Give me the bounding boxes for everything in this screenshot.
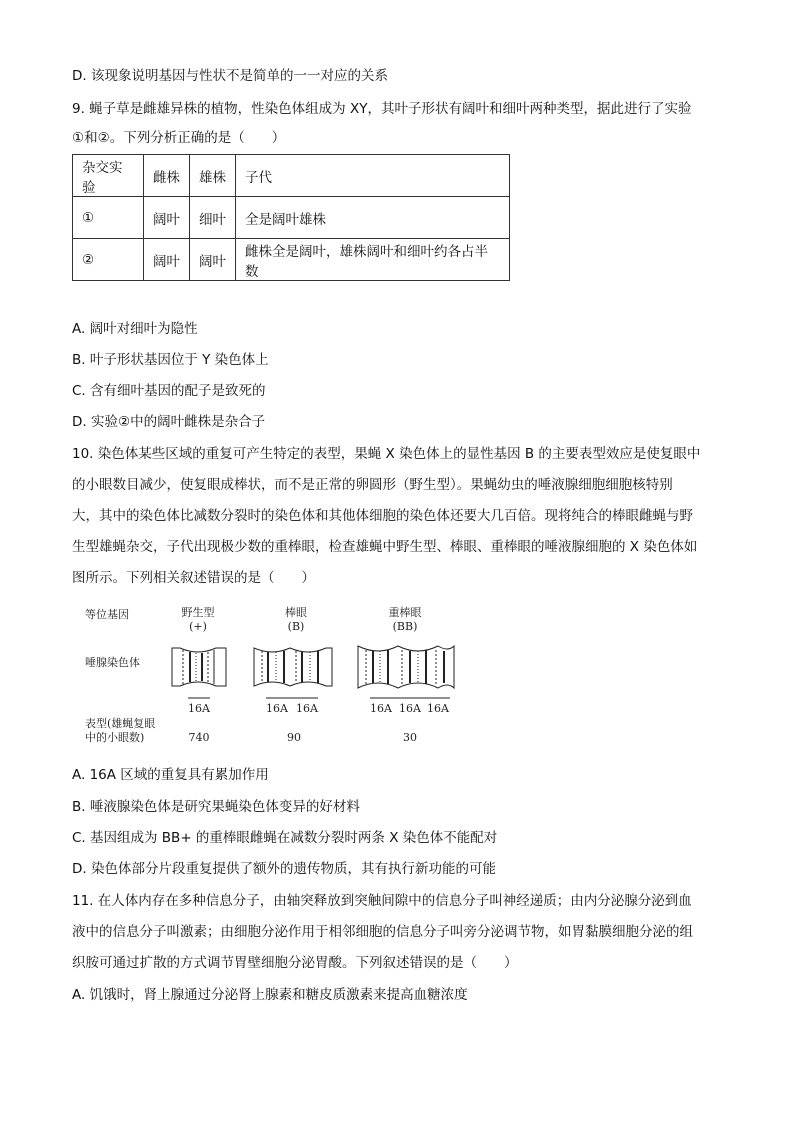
q11-stem-line-3: 织胺可通过扩散的方式调节胃壁细胞分泌胃酸。下列叙述错误的是（ ）	[72, 955, 518, 971]
table-header-cell: 子代	[236, 155, 510, 197]
table-cell: 阔叶	[144, 197, 190, 239]
wildtype-symbol: (+)	[189, 620, 207, 633]
q8-option-d: D. 该现象说明基因与性状不是简单的一一对应的关系	[72, 68, 388, 84]
q10-option-d: D. 染色体部分片段重复提供了额外的遗传物质，其有执行新功能的可能	[72, 861, 496, 877]
double-bar-segment-label-2: 16A	[399, 702, 421, 715]
bar-eye-name: 棒眼	[285, 606, 307, 619]
table-cell: 阔叶	[190, 239, 236, 281]
q10-stem-line-5: 图所示。下列相关叙述错误的是（ ）	[72, 570, 315, 586]
q9-stem-line-1: 9. 蝇子草是雌雄异株的植物，性染色体组成为 XY，其叶子形状有阔叶和细叶两种类型，据此进行了实验	[72, 101, 692, 117]
q10-option-a: A. 16A 区域的重复具有累加作用	[72, 767, 269, 783]
table-header-cell: 雌株	[144, 155, 190, 197]
q10-option-b: B. 唾液腺染色体是研究果蝇染色体变异的好材料	[72, 799, 360, 815]
double-bar-chromosome	[358, 646, 454, 688]
double-bar-symbol: (BB)	[392, 620, 418, 633]
double-bar-segment-label-3: 16A	[427, 702, 449, 715]
table-cell: 细叶	[190, 197, 236, 239]
table-header-row	[73, 155, 510, 197]
wildtype-segment-label: 16A	[188, 702, 210, 715]
figure-label-phenotype-1: 表型(雄蝇复眼	[85, 717, 156, 730]
table-cell: 阔叶	[144, 239, 190, 281]
bar-eye-segment-label-1: 16A	[266, 702, 288, 715]
table-row	[73, 197, 510, 239]
table-header-cell: 杂交实验	[73, 155, 144, 197]
q9-table	[72, 154, 510, 281]
q10-stem-line-3: 大，其中的染色体比减数分裂时的染色体和其他体细胞的染色体还要大几百倍。现将纯合的棒眼雌蝇与野	[72, 508, 693, 524]
q9-option-b: B. 叶子形状基因位于 Y 染色体上	[72, 352, 269, 368]
q11-stem-line-1: 11. 在人体内存在多种信息分子，由轴突释放到突触间隙中的信息分子叫神经递质；由内分泌腺分泌到血	[72, 893, 692, 909]
q11-option-a: A. 饥饿时，肾上腺通过分泌肾上腺素和糖皮质激素来提高血糖浓度	[72, 987, 468, 1003]
double-bar-count: 30	[403, 731, 417, 744]
double-bar-name: 重棒眼	[388, 606, 422, 619]
table-cell: ②	[73, 239, 144, 281]
figure-label-chromosome: 唾腺染色体	[85, 656, 140, 669]
table-row	[73, 239, 510, 281]
chromosome-figure	[80, 600, 480, 750]
q9-option-c: C. 含有细叶基因的配子是致死的	[72, 383, 266, 399]
figure-label-phenotype-2: 中的小眼数)	[85, 731, 145, 744]
q10-stem-line-1: 10. 染色体某些区域的重复可产生特定的表型，果蝇 X 染色体上的显性基因 B 的主要表型效应是使复眼中	[72, 446, 701, 462]
bar-eye-count: 90	[287, 731, 301, 744]
bar-eye-symbol: (B)	[287, 620, 305, 633]
q10-stem-line-2: 的小眼数目减少，使复眼成棒状，而不是正常的卵圆形（野生型）。果蝇幼虫的唾液腺细胞细胞核特别	[72, 477, 673, 493]
table-header-cell: 雄株	[190, 155, 236, 197]
double-bar-segment-label-1: 16A	[370, 702, 392, 715]
q9-stem-line-2: ①和②。下列分析正确的是（ ）	[72, 130, 286, 146]
q11-stem-line-2: 液中的信息分子叫激素；由细胞分泌作用于相邻细胞的信息分子叫旁分泌调节物，如胃黏膜细胞分泌的组	[72, 924, 693, 940]
table-cell: ①	[73, 197, 144, 239]
wildtype-count: 740	[188, 731, 210, 744]
q9-option-a: A. 阔叶对细叶为隐性	[72, 321, 198, 337]
q10-stem-line-4: 生型雄蝇杂交，子代出现极少数的重棒眼，检查雄蝇中野生型、棒眼、重棒眼的唾液腺细胞的 X 染色体如	[72, 539, 698, 555]
q10-option-c: C. 基因组成为 BB+ 的重棒眼雌蝇在减数分裂时两条 X 染色体不能配对	[72, 830, 498, 846]
figure-label-allele: 等位基因	[85, 608, 129, 621]
wildtype-chromosome	[172, 648, 226, 686]
wildtype-name: 野生型	[181, 606, 215, 619]
bar-eye-chromosome	[254, 648, 332, 686]
table-cell: 雌株全是阔叶，雄株阔叶和细叶约各占半数	[236, 239, 510, 281]
q9-option-d: D. 实验②中的阔叶雌株是杂合子	[72, 414, 266, 430]
bar-eye-segment-label-2: 16A	[296, 702, 318, 715]
table-cell: 全是阔叶雄株	[236, 197, 510, 239]
